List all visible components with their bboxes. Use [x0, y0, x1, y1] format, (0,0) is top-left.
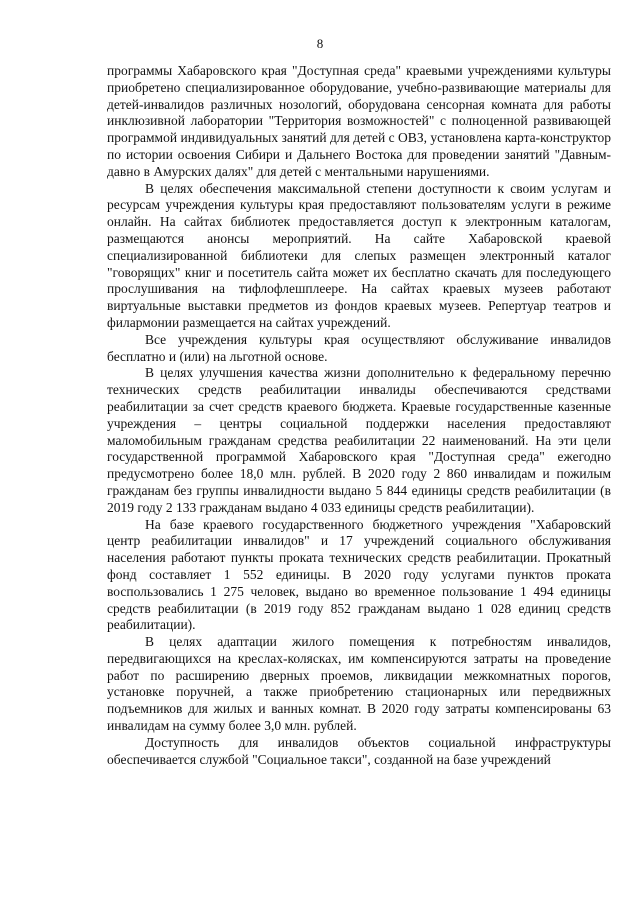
paragraph-continuation-culture-equipment: программы Хабаровского края "Доступная среда" краевыми учреждениями культуры приобретено специализированное оборудование, учебно-развивающие материалы для детей-инвалидов различных нозологий, оборудована сенсорная комната для работы инклюзивной лаборатории "Территория возможностей" с полноценной развивающей программой индивидуальных занятий для детей с ОВЗ, установлена карта-конструктор по истории освоения Сибири и Дальнего Востока для проведении занятий "Давным-давно в Амурских далях" для детей с ментальными нарушениями.: [107, 63, 611, 179]
paragraph-free-service: Все учреждения культуры края осуществляют обслуживание инвалидов бесплатно и (или) на льготной основе.: [107, 331, 611, 364]
paragraph-social-taxi: Доступность для инвалидов объектов социальной инфраструктуры обеспечивается службой "Социальное такси", созданной на базе учреждений: [107, 734, 611, 767]
paragraph-online-services: В целях обеспечения максимальной степени доступности к своим услугам и ресурсам учреждения культуры края предоставляют пользователям услуги в режиме онлайн. На сайтах библиотек предоставляется доступ к электронным каталогам, размещаются анонсы мероприятий. На сайте Хабаровской краевой специализированной библиотеки для слепых размещен электронный каталог "говорящих" книг и посетитель сайта может их бесплатно скачать для последующего прослушивания на тифлофлешплеере. На сайтах краевых музеев работают виртуальные выставки предметов из фондов краевых музеев. Репертуар театров и филармонии размещается на сайтах учреждений.: [107, 180, 611, 330]
paragraph-housing-adaptation: В целях адаптации жилого помещения к потребностям инвалидов, передвигающихся на креслах-колясках, им компенсируются затраты на проведение работ по расширению дверных проемов, ликвидации межкомнатных порогов, установке поручней, а также приобретению стационарных или передвижных подъемников для жилых и ванных комнат. В 2020 году затраты компенсированы 63 инвалидам на сумму более 3,0 млн. рублей.: [107, 634, 611, 734]
page-number: 8: [316, 36, 324, 51]
body-text: [107, 63, 611, 768]
paragraph-rental-points: На базе краевого государственного бюджетного учреждения "Хабаровский центр реабилитации инвалидов" и 17 учреждений социального обслуживания населения работают пункты проката технических средств реабилитации. Прокатный фонд составляет 1 552 единицы. В 2020 году услугами пунктов проката воспользовались 1 275 человек, выдано во временное пользование 1 494 единицы средств реабилитации (в 2019 году 852 гражданам выдано 1 028 единиц средств реабилитации).: [107, 516, 611, 633]
paragraph-rehabilitation-means: В целях улучшения качества жизни дополнительно к федеральному перечню технических средств реабилитации инвалиды обеспечиваются средствами реабилитации за счет средств краевого бюджета. Краевые государственные казенные учреждения – центры социальной поддержки населения предоставляют маломобильным гражданам средства реабилитации 22 наименований. На эти цели государственной программой Хабаровского края "Доступная среда" ежегодно предусмотрено более 18,0 млн. рублей. В 2020 году 2 860 инвалидам и пожилым гражданам без группы инвалидности выдано 5 844 единицы средств реабилитации (в 2019 году 2 133 гражданам выдано 4 033 единицы средств реабилитации).: [107, 365, 611, 515]
